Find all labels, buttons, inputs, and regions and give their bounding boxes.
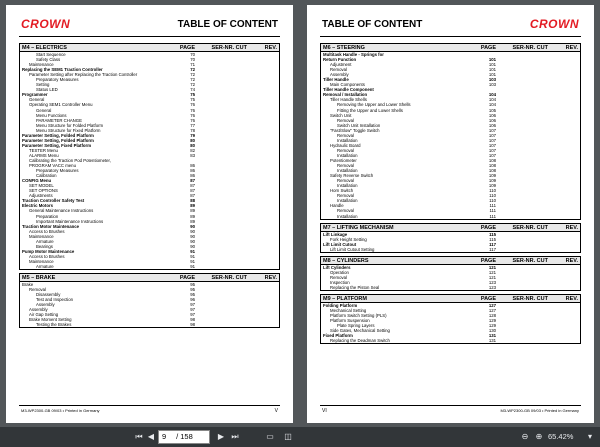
toc-entry-page: 121	[488, 264, 496, 270]
toc-section	[19, 273, 280, 328]
toc-entry-page: 104	[488, 92, 496, 98]
toc-entry[interactable]	[321, 285, 580, 290]
toc-entry-title: Lift Limit Cutout Setting	[330, 246, 375, 252]
toc-entry-page: 127	[488, 302, 496, 308]
toc-entry-title: Maintenance	[29, 233, 54, 239]
crown-logo: CROWN	[529, 17, 579, 31]
page-right	[307, 5, 594, 423]
toc-section-header	[321, 224, 580, 232]
toc-entry-page: 101	[488, 62, 496, 68]
toc-entry-title: Potentiometer	[330, 157, 357, 163]
toc-entry-title: Removing the Upper and Lower Shells	[337, 102, 411, 108]
toc-entry-title: Calibrating the Traction Pod Potentiometer,	[29, 157, 111, 163]
toc-entry-page: 86	[190, 163, 195, 169]
toc-entry-page: 115	[489, 236, 496, 242]
toc-entry-title: Removal	[337, 117, 354, 123]
toc-entry-title: Armature	[36, 238, 54, 244]
toc-entry-title: Removal	[337, 178, 354, 184]
toc-entry-title: Status LED	[36, 87, 58, 93]
toc-entry-ser-nr-cut	[195, 322, 247, 327]
toc-entry-title: Fitting the Upper and Lower Shells	[337, 107, 403, 113]
toc-entry-page: 76	[190, 102, 195, 108]
toc-entry-page: 106	[488, 117, 496, 123]
toc-entry-page: 75	[190, 92, 195, 98]
toc-entry-page: 72	[190, 82, 195, 88]
toc-entry-title: Removal	[337, 208, 354, 214]
toc-entry-title: Assembly	[36, 302, 55, 308]
toc-entry-title: Tiller Handle Shells	[330, 97, 367, 103]
toc-entry-title: Assembly	[330, 72, 349, 78]
toc-entry-page: 86	[190, 173, 195, 179]
toc-entry-title: Hydraulic Board	[330, 142, 361, 148]
toc-entry-title: SET OPTIONS	[29, 188, 58, 194]
toc-entry-page: 79	[190, 132, 195, 138]
toc-entry-page: 75	[190, 97, 195, 103]
toc-entry-page: 95	[190, 282, 195, 288]
toc-entry-ser-nr-cut	[195, 264, 247, 269]
toc-entry-page: 97	[190, 302, 195, 308]
toc-entry-page: 107	[488, 127, 496, 133]
toc-section	[320, 43, 581, 220]
toc-entry-title: Plate Spring Layers	[337, 323, 375, 329]
toc-entry-title: Access to Brushes	[29, 253, 65, 259]
column-header-page: PAGE	[480, 224, 496, 231]
toc-section-header	[321, 257, 580, 265]
toc-entry-title: Menu Functions	[36, 112, 67, 118]
toc-entry-page: 71	[190, 62, 195, 68]
toc-entry-page: 70	[190, 57, 195, 63]
toc-entry-title: Installation	[337, 183, 358, 189]
toc-entry-page: 90	[190, 223, 195, 229]
footer-doc-id: M3-WP2300-GB 09/03 • Printed in Germany	[500, 408, 579, 413]
toc-entry-title: Parameter Setting, Folded Platform	[22, 137, 94, 143]
toc-entry-title: Parameter Setting, Fixed Platform	[22, 142, 92, 148]
column-header-page: PAGE	[179, 275, 195, 282]
toc-entry-title: Preparatory Measures	[36, 168, 79, 174]
toc-entry-page: 83	[190, 152, 195, 158]
toc-entry-title: Replacing the SEM1 Traction Controller	[22, 67, 103, 73]
toc-entry-page: 91	[190, 263, 195, 269]
toc-entry-page: 103	[488, 77, 496, 83]
toc-entry-title: Disassembly	[36, 292, 61, 298]
toc-entry-title: Removal	[337, 193, 354, 199]
toc-entry-page: 123	[488, 284, 496, 290]
toc-section-header	[321, 295, 580, 303]
toc-entry-title: Platform Switch Setting (PLS)	[330, 313, 387, 319]
column-header-page: PAGE	[480, 295, 496, 302]
toc-entry-title: Maintenance	[29, 62, 54, 68]
toc-entry-page: 90	[190, 233, 195, 239]
toc-entry-title: Access to Brushes	[29, 228, 65, 234]
current-page[interactable]: 9	[162, 432, 167, 441]
toc-entry-title: Preparatory Measures	[36, 77, 79, 83]
toc-entry-title: Installation	[337, 198, 358, 204]
toc-entry-title: Installation	[337, 168, 358, 174]
toc-entry-page: 78	[190, 127, 195, 133]
toc-entry-page: 80	[190, 137, 195, 143]
toc-entry-title: Brake	[22, 282, 34, 288]
toc-entry-title: Armature	[36, 263, 54, 269]
toc-entry-title: Horn Switch	[330, 188, 354, 194]
toc-entry-title: Switch Unit Installation	[337, 122, 381, 128]
toc-entry-page: 95	[190, 287, 195, 293]
toc-entry-page: 130	[488, 328, 496, 334]
toc-entry-page: 87	[190, 188, 195, 194]
toc-entry-page: 110	[489, 198, 496, 204]
page-footer	[320, 405, 581, 415]
toc-entry-page: 108	[488, 168, 496, 174]
toc-entry-title: Calibration	[36, 173, 57, 179]
toc-entry-title: Lift Linkage	[323, 231, 348, 237]
toc-entry-title: Handle	[330, 203, 344, 209]
toc-entry-title: Setting	[36, 82, 50, 88]
column-header-ser-nr-cut: SER-NR. CUT	[512, 45, 548, 51]
toc-entry-title: Platform Suspension	[330, 318, 370, 324]
single-page-view-icon[interactable]: ▭	[266, 432, 274, 441]
toc-entry-title: PROGRAM VACC menu	[29, 163, 76, 169]
toc-entry-title: Electric Motors	[22, 203, 54, 209]
footer-page-number: V	[274, 408, 278, 414]
toc-entry-ser-nr-cut	[496, 214, 548, 219]
page-title: TABLE OF CONTENT	[322, 19, 423, 30]
viewer-toolbar	[0, 427, 600, 447]
toc-entry-page: 109	[488, 183, 496, 189]
toc-entry-page: 128	[488, 313, 496, 319]
toc-entry-title: Pump Motor Maintenance	[22, 248, 75, 254]
toc-entry-page: 101	[488, 72, 496, 78]
toc-entry-page: 127	[488, 308, 496, 314]
column-header-ser-nr-cut: SER-NR. CUT	[512, 224, 548, 231]
toc-entry-page: 76	[190, 117, 195, 123]
toc-entry-page: 88	[190, 198, 195, 204]
column-header-rev: REV.	[264, 45, 277, 51]
toc-entry-title: Lift Limit Cutout	[323, 241, 357, 247]
toc-entry-rev	[548, 214, 578, 219]
toc-entry-page: 104	[488, 97, 496, 103]
section-title: M5 – BRAKE	[22, 275, 56, 282]
toc-entry-page: 91	[190, 253, 195, 259]
page-title: TABLE OF CONTENT	[177, 19, 278, 30]
toc-entry-page: 103	[488, 82, 496, 88]
section-title: M6 – STEERING	[323, 45, 365, 51]
toc-entry-title: Menu Structure for Fixed Platform	[36, 127, 101, 133]
toc-right	[320, 43, 581, 347]
two-page-view-icon[interactable]: ◫	[284, 432, 292, 441]
toc-entry-title: Programmer	[22, 92, 48, 98]
toc-entry-page: 90	[190, 238, 195, 244]
toc-section	[320, 223, 581, 253]
column-header-ser-nr-cut: SER-NR. CUT	[512, 295, 548, 302]
toc-entry-title: Adjustment	[330, 62, 352, 68]
toc-entry[interactable]	[20, 322, 279, 327]
toc-entry-title: Tiller Handle	[323, 77, 349, 83]
toc-entry-page: 129	[488, 318, 496, 324]
toc-entry-title: Folding Platform	[323, 302, 358, 308]
toc-entry-title: Start Sequence	[36, 52, 66, 57]
column-header-ser-nr-cut: SER-NR. CUT	[211, 275, 247, 282]
toc-entry-title: Preparation	[36, 213, 59, 219]
toc-entry-title: Main Components	[330, 82, 365, 88]
column-header-ser-nr-cut: SER-NR. CUT	[512, 257, 548, 264]
toc-entry-title: CONFIG Menu	[22, 178, 52, 184]
toc-entry-page: 91	[190, 248, 195, 254]
column-header-rev: REV.	[264, 275, 277, 282]
column-header-ser-nr-cut: SER-NR. CUT	[211, 45, 247, 51]
toc-section	[320, 294, 581, 344]
toc-entry-page: 77	[190, 122, 195, 128]
toc-entry-page: 107	[488, 137, 496, 143]
toc-entry-page: 72	[190, 77, 195, 83]
page-count: / 158	[176, 432, 193, 441]
toc-entry-page: 82	[190, 147, 195, 153]
toc-entry-page: 96	[190, 297, 195, 303]
toc-entry-title: Safety Class	[36, 57, 61, 63]
toc-entry-rev	[247, 322, 277, 327]
toc-entry-title: Replacing the Piston Seal	[330, 284, 380, 290]
toc-entry-page: 108	[488, 157, 496, 163]
toc-entry-page: 129	[488, 323, 496, 329]
toc-entry-page: 109	[488, 178, 496, 184]
last-page-icon[interactable]: ⏭	[231, 432, 239, 441]
toc-entry-page: 97	[190, 307, 195, 313]
toc-entry-title: ALARMS Menu	[29, 152, 59, 158]
toc-entry-rev	[548, 338, 578, 343]
toc-entry-page: 89	[190, 203, 195, 209]
toc-entry-title: General Maintenance Instructions	[29, 208, 94, 214]
toc-section-header	[321, 44, 580, 52]
toc-entry-title: General	[29, 97, 45, 103]
section-title: M7 – LIFTING MECHANISM	[323, 224, 394, 231]
toc-entry-title: Multitask Handle - Springs for	[323, 52, 384, 57]
toc-entry-title: Important Maintenance Instructions	[36, 218, 104, 224]
toc-entry-rev	[247, 264, 277, 269]
column-header-page: PAGE	[179, 45, 195, 51]
toc-entry[interactable]	[321, 247, 580, 252]
column-header-page: PAGE	[480, 257, 496, 264]
zoom-out-icon[interactable]: ⊖	[521, 432, 529, 441]
toc-entry-title: Traction Motor Maintenance	[22, 223, 80, 229]
toc-entry-page: 87	[190, 183, 195, 189]
toc-entry-ser-nr-cut	[496, 285, 548, 290]
toc-entry-title: SET MODEL	[29, 183, 54, 189]
toc-entry-page: 121	[488, 274, 496, 280]
toc-section-header	[20, 274, 279, 282]
toc-entry-title: Installation	[337, 137, 358, 143]
toc-entry-title: Menu Structure for Folded Platform	[36, 122, 104, 128]
page-header	[19, 13, 280, 37]
column-header-rev: REV.	[565, 295, 578, 302]
toc-entry-title: Safety Reverse Switch	[330, 173, 374, 179]
toc-entry-title: Removal	[337, 147, 354, 153]
toc-entry-title: Replacing the Deadman Switch	[330, 338, 390, 344]
toc-entry-title: Fixed Platform	[323, 333, 353, 339]
toc-entry-title: Side Gates, Mechanical Setting	[330, 328, 390, 334]
section-title: M4 – ELECTRICS	[22, 45, 67, 51]
toc-entry-page: 80	[190, 142, 195, 148]
toc-entry-page: 98	[190, 317, 195, 323]
toc-entry-page: 89	[190, 218, 195, 224]
toc-entry-rev	[548, 285, 578, 290]
zoom-level[interactable]: 65.42%	[548, 432, 574, 441]
toc-entry-page: 107	[488, 132, 496, 138]
toc-entry-title: Removal	[337, 132, 354, 138]
toc-entry-page: 131	[488, 338, 496, 344]
toc-entry-page: 90	[190, 243, 195, 249]
toc-entry[interactable]	[321, 214, 580, 219]
toc-entry-page: 106	[488, 122, 496, 128]
toc-entry-title: Air Gap Setting	[29, 312, 59, 318]
toc-entry-page: 123	[488, 279, 496, 285]
toc-entry[interactable]	[20, 264, 279, 269]
toc-entry-page: 98	[190, 322, 195, 328]
toc-entry-page: 104	[488, 102, 496, 108]
toc-entry-title: Removal / Installation	[323, 92, 368, 98]
toc-entry-page: 117	[489, 246, 496, 252]
footer-page-number: VI	[322, 408, 327, 414]
toc-entry-title: Removal	[337, 163, 354, 169]
toc-entry-title: Removal	[330, 67, 347, 73]
toc-entry-page: 101	[488, 67, 496, 73]
toc-entry-title: "Fast/Slow" Toggle Switch	[330, 127, 380, 133]
toc-entry-page: 89	[190, 213, 195, 219]
first-page-icon[interactable]: ⏮	[135, 432, 143, 441]
toc-entry-page: 70	[190, 52, 195, 57]
next-page-icon[interactable]: ▶	[217, 432, 225, 441]
zoom-menu-chevron-down-icon[interactable]: ▾	[587, 432, 592, 441]
column-header-page: PAGE	[480, 45, 496, 51]
toc-entry-page: 72	[190, 72, 195, 78]
toc-entry-title: Testing the Brakes	[36, 322, 72, 328]
toc-entry-page: 105	[488, 107, 496, 113]
toc-section	[19, 43, 280, 270]
toc-entry-title: Brake Moment Setting	[29, 317, 72, 323]
toc-entry-title: Installation	[337, 213, 358, 219]
toc-entry-page: 90	[190, 228, 195, 234]
toc-entry-title: Operation	[330, 269, 349, 275]
toc-entry-rev	[548, 247, 578, 252]
toc-entry-title: Operating SEM1 Controller Menu	[29, 102, 93, 108]
toc-entry-title: Adjustments	[29, 193, 53, 199]
footer-doc-id: M3-WP2300-GB 09/03 • Printed in Germany	[21, 408, 100, 413]
toc-section-header	[20, 44, 279, 52]
toc-entry-title: Tiller Handle Component	[323, 87, 374, 93]
toc-entry-title: Removal	[29, 287, 46, 293]
page-footer	[19, 405, 280, 415]
toc-entry-title: Assembly	[29, 307, 48, 313]
toc-entry-title: Parameter Setting, Folded Platform	[22, 132, 94, 138]
page-header	[320, 13, 581, 37]
column-header-rev: REV.	[565, 257, 578, 264]
previous-page-icon[interactable]: ◀	[147, 432, 155, 441]
toc-entry-page: 117	[489, 241, 496, 247]
toc-entry-title: Bearings	[36, 243, 53, 249]
toc-section	[320, 256, 581, 291]
toc-entry-title: Installation	[337, 152, 358, 158]
section-title: M9 – PLATFORM	[323, 295, 367, 302]
toc-entry-title: PARAMETER CHANGE	[36, 117, 82, 123]
toc-entry-page: 111	[489, 208, 496, 214]
toc-entry-title: General	[36, 107, 52, 113]
toc-entry-page: 108	[488, 163, 496, 169]
toc-entry-page: 101	[488, 57, 496, 63]
toc-entry-page: 91	[190, 258, 195, 264]
toc-entry-page: 72	[190, 67, 195, 73]
toc-entry-page: 89	[190, 208, 195, 214]
toc-entry-title: Removal	[330, 274, 347, 280]
toc-entry-page: 106	[488, 112, 496, 118]
toc-entry-page: 76	[190, 107, 195, 113]
toc-entry-page: 87	[190, 193, 195, 199]
zoom-in-icon[interactable]: ⊕	[535, 432, 543, 441]
toc-entry-title: TESTER Menu	[29, 147, 58, 153]
section-title: M8 – CYLINDERS	[323, 257, 369, 264]
toc-entry-ser-nr-cut	[496, 247, 548, 252]
page-left	[6, 5, 293, 423]
column-header-rev: REV.	[565, 224, 578, 231]
toc-entry[interactable]	[321, 338, 580, 343]
toc-entry-title: Test and Inspection	[36, 297, 74, 303]
toc-entry-page: 115	[489, 231, 496, 237]
toc-entry-title: Mechanical Setting	[330, 308, 367, 314]
toc-entry-title: Lift Cylinders	[323, 264, 351, 270]
toc-entry-page: 131	[488, 333, 496, 339]
toc-entry-page: 95	[190, 292, 195, 298]
toc-entry-page: 107	[488, 142, 496, 148]
toc-entry-page: 110	[489, 193, 496, 199]
toc-entry-page: 110	[489, 188, 496, 194]
toc-entry-page: 121	[488, 269, 496, 275]
toc-entry-page: 107	[488, 147, 496, 153]
toc-entry-page: 111	[489, 213, 496, 219]
toc-entry-page: 86	[190, 168, 195, 174]
toc-entry-page: 111	[489, 203, 496, 209]
toc-entry-ser-nr-cut	[496, 338, 548, 343]
toc-entry-title: Inspection	[330, 279, 350, 285]
toc-entry-page: 87	[190, 178, 195, 184]
toc-entry-page: 74	[190, 87, 195, 93]
column-header-rev: REV.	[565, 45, 578, 51]
crown-logo: CROWN	[21, 17, 71, 31]
toc-entry-title: Parameter Setting after Replacing the Traction Controller	[29, 72, 138, 78]
toc-entry-page: 76	[190, 112, 195, 118]
toc-entry-title: Traction Controller Safety Test	[22, 198, 85, 204]
toc-left	[19, 43, 280, 331]
page-number-input[interactable]	[158, 430, 210, 444]
toc-entry-page: 109	[488, 173, 496, 179]
toc-entry-title: Switch Unit	[330, 112, 352, 118]
toc-entry-page: 97	[190, 312, 195, 318]
toc-entry-title: Maintenance	[29, 258, 54, 264]
toc-entry-page: 107	[488, 152, 496, 158]
toc-entry-title: Fork Height Setting	[330, 236, 367, 242]
toc-entry-title: Return Function	[323, 57, 357, 63]
